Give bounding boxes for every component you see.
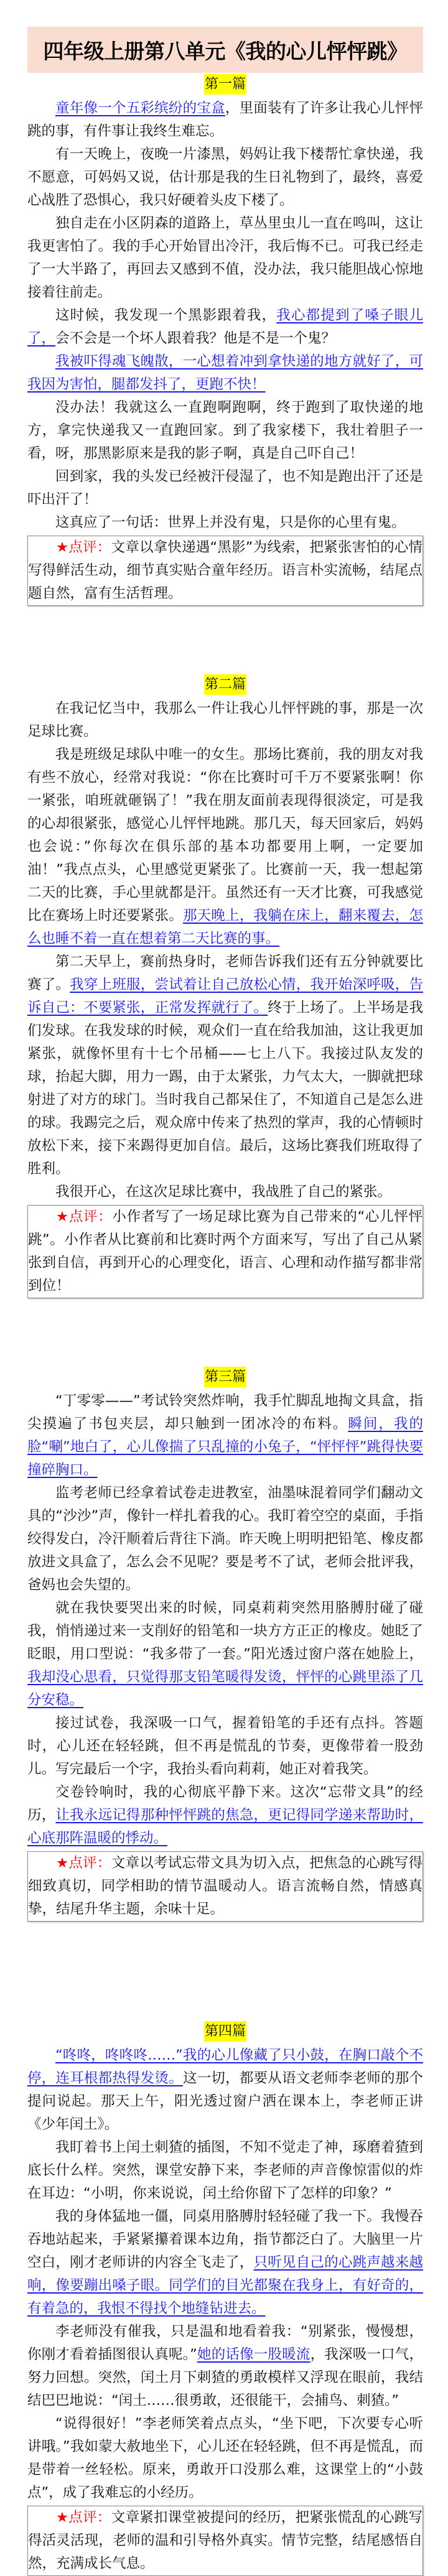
highlighted-sentence: 童年像一个五彩缤纷的宝盒 [55, 100, 225, 116]
text-segment: 监考老师已经拿着试卷走进教室，油墨味混着同学们翻动文具的“沙沙”声，像针一样扎着我的心。我盯着空空的桌面，手指绞得发白，冷汗顺着后背往下淌。昨天晚上明明把铅笔、橡皮都放进文具盒了，怎么会不见呢？要是考不了试，老师会批评我，爸妈也会失望的。 [27, 1485, 423, 1593]
text-segment: 我的身体猛地一僵，同桌用胳膊肘轻轻碰了我一下。我慢吞吞地站起来，手紧紧攥着课本边角，指节都泛白了。大脑里一片空白，刚才老师讲的内容全飞走了， [27, 2208, 423, 2271]
paragraph [27, 304, 423, 350]
comment-body: 文章以拿快递遇“黑影”为线索，把紧张害怕的心情写得鲜活生动，细节真实贴合童年经历。语言朴实流畅，结尾点题自然，富有生活哲理。 [28, 539, 422, 602]
highlighted-sentence: 那天晚上，我躺在床上，翻来覆去，怎么也睡不着一直在想着第二天比赛的事。 [27, 908, 423, 947]
highlighted-sentence: 她的话像一股暖流 [197, 2346, 310, 2363]
text-segment: 在我记忆当中，我那么一件让我心儿怦怦跳的事，那是一次足球比赛。 [27, 700, 423, 740]
text-segment: 会不会是一个坏人跟着我？他是不是一个鬼？ [55, 330, 336, 346]
paragraph [27, 511, 423, 534]
highlighted-sentence: 我却没心思看，只觉得那支铅笔暖得发烫，怦怦的心跳里添了几分安稳。 [27, 1669, 423, 1708]
paragraph [27, 1390, 423, 1482]
comment-box [27, 2506, 423, 2576]
paragraph [27, 1181, 423, 1204]
comment-label: ★点评： [56, 1855, 111, 1871]
text-segment: “丁零零——”考试铃突然炸响，我手忙脚乱地掏文具盒，指尖摸遍了书包夹层，却只触到一团冰冷的布料。 [27, 1393, 423, 1432]
text-segment: 终于上场了。上半场是我们发球。在我发球的时候，观众们一直在给我加油，这让我更加紧张，就像怀里有十七个吊桶——七上八下。我接过队友发的球，抬起大脚，用力一踢，由于太紧张，力气太大，一脚就把球射进了对方的球门。当时我自己都呆住了，不知道自己是怎么进的球。我踢完之后，观众席中传来了热烈的掌声，我的心情顿时放松下来，接下来踢得更加自信。最后，这场比赛我们班取得了胜利。 [27, 1000, 423, 1177]
text-segment: 李老师没有催我，只是温和地看着我：“别紧张，慢慢想，你刚才看着插图很认真呢。” [27, 2323, 423, 2363]
highlighted-sentence: 瞬间，我的脸“唰”地白了，心儿像揣了只乱撞的小兔子，“怦怦怦”跳得快要撞碎胸口。 [27, 1416, 423, 1478]
comment-box [27, 1205, 423, 1298]
paragraph [27, 1712, 423, 1781]
text-segment: 我是班级足球队中唯一的女生。那场比赛前，我的朋友对我有些不放心，经常对我说：“你在比赛时可千万不要紧张啊！你一紧张，咱班就砸锅了！”我在朋友面前表现得很淡定，可是我的心却很紧张，感觉心儿怦怦地跳。那几天，每天回家后，妈妈也会说：”你每次在俱乐部的基本功都要用上啊，一定要加油！”我点点头，心里感觉更紧张了。比赛前一天，我一想起第二天的比赛，手心里就都是汗。虽然还有一天才比赛，可我感觉比在赛场上时还要紧张。 [27, 746, 423, 924]
essay-section [27, 73, 423, 606]
essay-section [27, 673, 423, 1298]
paragraph [27, 2044, 423, 2136]
highlighted-sentence: 我心都提到了嗓子眼儿了， [27, 307, 423, 346]
section-heading: 第三篇 [204, 1367, 246, 1387]
text-segment: “说得很好！”李老师笑着点点头，“坐下吧，下次要专心听讲哦。”我如蒙大赦地坐下，心儿还在轻轻跳，但不再是慌乱，而是带着一丝轻松。原来，勇敢开口没那么难，这课堂上的“小鼓点”，成了我难忘的小经历。 [27, 2416, 423, 2501]
section-heading-wrap [27, 1365, 423, 1388]
comment-box [27, 1851, 423, 1922]
paragraph [27, 951, 423, 1181]
highlighted-sentence: 我被吓得魂飞魄散，一心想着冲到拿快递的地方就好了，可我因为害怕，腿都发抖了，更跑不快！ [27, 353, 423, 393]
comment-body: 文章紧扣课堂被提问的经历，把紧张慌乱的心跳写得活灵活现，老师的温和引导格外真实。情节完整，结尾感悟自然，充满成长气息。 [28, 2509, 422, 2572]
text-segment: ，里面装有了许多让我心儿怦怦跳的事，有件事让我终生难忘。 [27, 100, 423, 139]
comment-text [28, 1206, 422, 1298]
text-segment: 就在我快要哭出来的时候，同桌莉莉突然用胳膊肘碰了碰我，悄悄递过来一支削好的铅笔和一块方方正正的橡皮。她眨了眨眼，用口型说：“我多带了一套。”阳光透过窗户落在她脸上， [27, 1600, 423, 1662]
paragraph [27, 212, 423, 304]
essay-section [27, 1365, 423, 1922]
section-heading-wrap [27, 2020, 423, 2043]
paragraph [27, 350, 423, 396]
essay-list [27, 73, 423, 2576]
paragraph [27, 743, 423, 951]
paragraph [27, 697, 423, 743]
paragraph [27, 2205, 423, 2320]
comment-text [28, 536, 422, 605]
title-band [27, 27, 423, 73]
highlighted-sentence: 我穿上班服，尝试着让自己放松心情，我开始深呼吸，告诉自己：不要紧张，正常发挥就行了。 [27, 977, 423, 1016]
paragraph [27, 396, 423, 465]
comment-label: ★点评： [56, 2509, 111, 2526]
paragraph [27, 1781, 423, 1850]
paragraph [27, 2136, 423, 2205]
section-heading: 第一篇 [204, 74, 246, 95]
paragraph [27, 1482, 423, 1597]
paragraph [27, 465, 423, 511]
paragraph [27, 97, 423, 143]
essay-section [27, 2020, 423, 2576]
text-segment: 交卷铃响时，我的心彻底平静下来。这次“忘带文具”的经历， [27, 1784, 423, 1823]
section-heading: 第四篇 [204, 2021, 246, 2042]
comment-label: ★点评： [56, 1209, 113, 1225]
text-segment: 回到家，我的头发已经被汗侵湿了，也不知是跑出汗了还是吓出汗了！ [27, 468, 423, 508]
paragraph [27, 143, 423, 212]
highlighted-sentence: 只听见自己的心跳声越来越响，像要蹦出嗓子眼。同学们的目光都聚在我身上，有好奇的，有着急的，我恨不得找个地缝钻进去。 [27, 2254, 423, 2317]
paragraph [27, 2320, 423, 2412]
text-segment: 我盯着书上闰土刺猹的插图，不知不觉走了神，琢磨着猹到底长什么样。突然，课堂安静下来，李老师的声音像惊雷似的炸在耳边：“小明，你来说说，闰土给你留下了怎样的印象？” [27, 2139, 423, 2202]
text-segment: ，我深吸一口气，努力回想。突然，闰土月下刺猹的勇敢模样又浮现在眼前，我结结巴巴地说：“闰土……很勇敢，还很能干，会捕鸟、刺猹。” [27, 2346, 423, 2409]
text-segment: 有一天晚上，夜晚一片漆黑，妈妈让我下楼帮忙拿快递，我不愿意，可妈妈又说，估计那是我的生日礼物到了，最终，喜爱心战胜了恐惧心，我只好硬着头皮下楼了。 [27, 146, 423, 208]
section-heading-wrap [27, 673, 423, 696]
comment-box [27, 536, 423, 606]
comment-text [28, 2506, 422, 2575]
highlighted-sentence: “咚咚，咚咚咚……”我的心儿像藏了只小鼓，在胸口敲个不停，连耳根都热得发烫。 [27, 2047, 423, 2086]
text-segment: 这真应了一句话：世界上并没有鬼，只是你的心里有鬼。 [55, 514, 406, 531]
text-segment: 独自走在小区阴森的道路上，草丛里虫儿一直在鸣叫，这让我更害怕了。我的手心开始冒出冷汗，我后悔不已。可我已经走了一大半路了，再回去又感到不值，没办法，我只能胆战心惊地接着往前走。 [27, 215, 423, 300]
document [27, 27, 423, 2576]
comment-body: 文章以考试忘带文具为切入点，把焦急的心跳写得细致真切，同学相助的情节温暖动人。语言流畅自然，情感真挚，结尾升华主题，余味十足。 [28, 1855, 422, 1917]
comment-label: ★点评： [56, 539, 111, 556]
section-heading: 第二篇 [204, 674, 246, 695]
text-segment: 这时候，我发现一个黑影跟着我， [55, 307, 277, 323]
text-segment: 我很开心，在这次足球比赛中，我战胜了自己的紧张。 [55, 1184, 392, 1200]
text-segment: 第二天早上，赛前热身时，老师告诉我们还有五分钟就要比赛了。 [27, 954, 423, 993]
paragraph [27, 2412, 423, 2504]
highlighted-sentence: 让我永远记得那种怦怦跳的焦急，更记得同学递来帮助时，心底那阵温暖的悸动。 [27, 1807, 423, 1846]
paragraph [27, 1597, 423, 1712]
comment-text [28, 1852, 422, 1921]
comment-body: 小作者写了一场足球比赛为自己带来的“心儿怦怦跳”。小作者从比赛前和比赛时两个方面来写，写出了自己从紧张到自信，再到开心的心理变化，语言、心理和动作描写都非常到位！ [28, 1209, 422, 1294]
text-segment: 接过试卷，我深吸一口气，握着铅笔的手还有点抖。答题时，心儿还在轻轻跳，但不再是慌乱的节奏，更像带着一股劲儿。写完最后一个字，我抬头看向莉莉，她正对着我笑。 [27, 1715, 423, 1777]
page-title: 四年级上册第八单元《我的心儿怦怦跳》 [43, 39, 408, 63]
section-heading-wrap [27, 73, 423, 96]
text-segment: 这一切，都要从语文老师李老师的那个提问说起。那天上午，阳光透过窗户洒在课本上，李老师正讲《少年闰土》。 [27, 2070, 423, 2132]
text-segment: 没办法！我就这么一直跑啊跑啊，终于跑到了取快递的地方，拿完快递我又一直跑回家。到了我家楼下，我壮着胆子一看，呀，那黑影原来是我的影子啊，真是自己吓自己！ [27, 399, 423, 462]
